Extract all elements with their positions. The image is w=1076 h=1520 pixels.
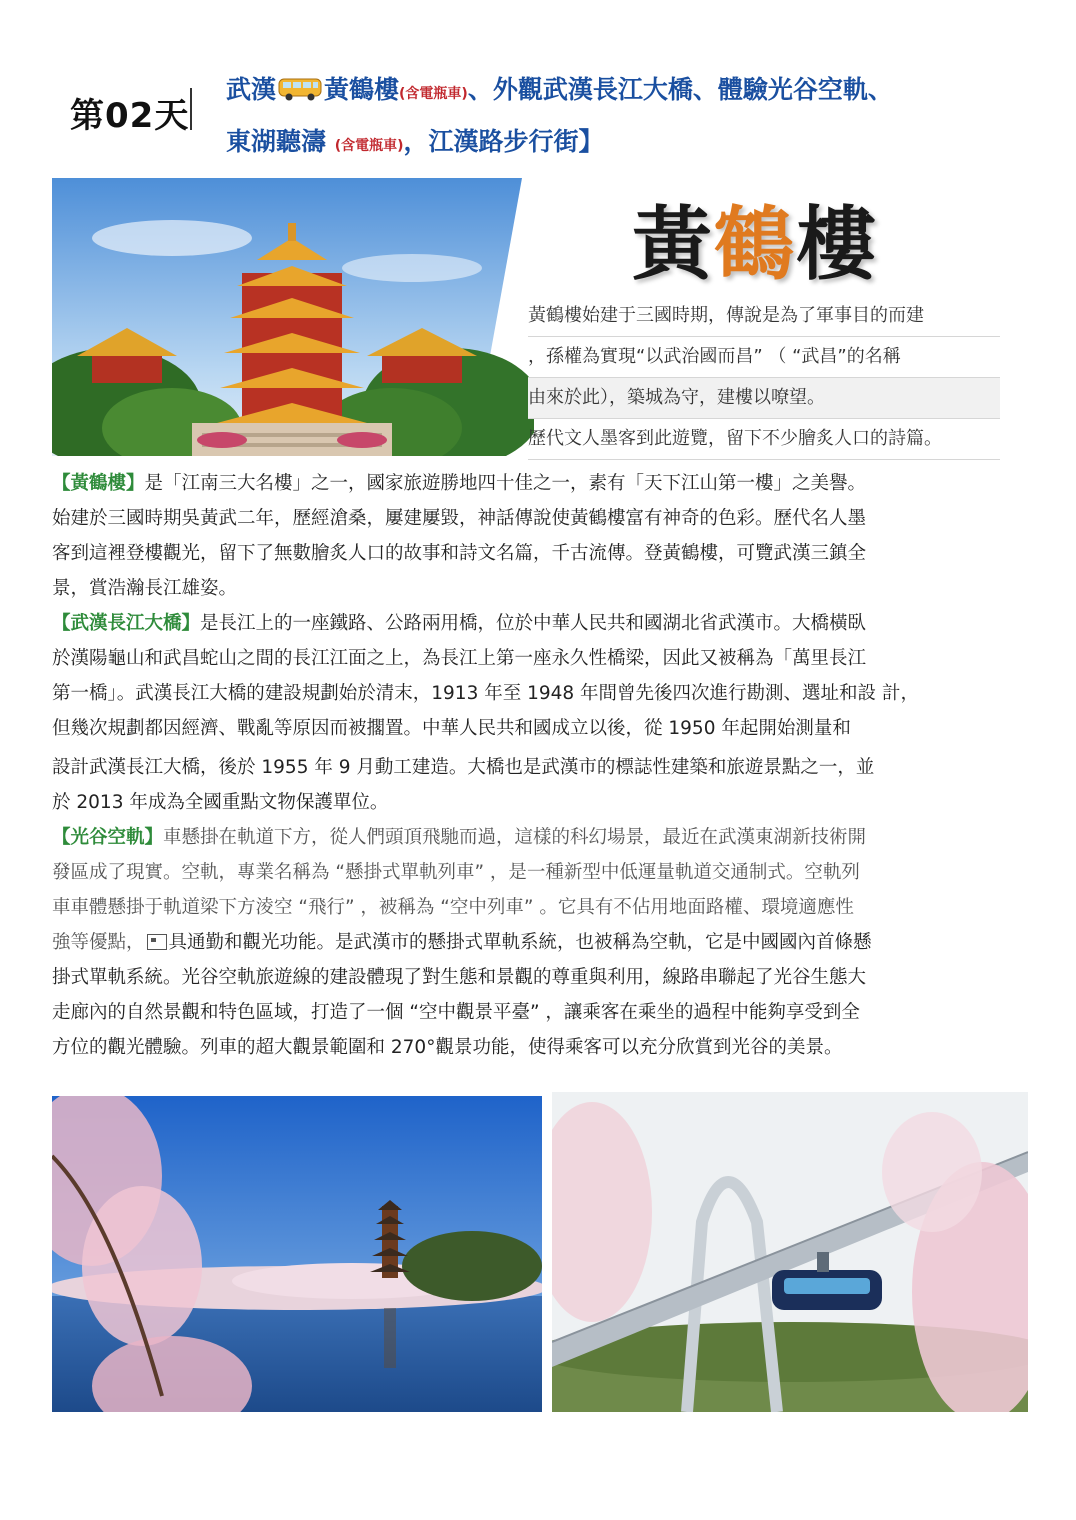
day-label: 第02天	[70, 96, 190, 136]
hero-desc-line: 歷代文人墨客到此遊覽，留下不少膾炙人口的詩篇。	[528, 419, 1000, 460]
monorail-text: 具通勤和觀光功能。是武漢市的懸掛式單軌系統，也被稱為空軌，它是中國國內首條懸	[168, 932, 872, 953]
title-line-1	[226, 66, 1026, 118]
hero-title	[632, 180, 878, 295]
hero-title-char-2: 鶴	[714, 197, 796, 291]
paragraph-line: 始建於三國時期吳黃武二年，歷經滄桑，屢建屢毀，神話傳說使黃鶴樓富有神奇的色彩。歷代名人墨	[52, 508, 867, 529]
paragraph-line	[52, 820, 1032, 855]
hero-title-char-1: 黃	[632, 197, 714, 291]
monorail-text: 車懸掛在軌道下方，從人們頭頂飛馳而過，這樣的科幻場景，最近在武漢東湖新技術開	[163, 827, 867, 848]
hero-desc-line: 黃鶴樓始建于三國時期，傳說是為了軍事目的而建	[528, 296, 1000, 337]
paragraph-line: 車車體懸掛于軌道梁下方淩空 “飛行” ，被稱為 “空中列車” 。它具有不佔用地面路權、環境適應性	[52, 897, 854, 918]
paragraph-line: 於漢陽龜山和武昌蛇山之間的長江江面之上，為長江上第一座永久性橋梁，因此又被稱為「萬里長江	[52, 648, 867, 669]
title-rest-1: 、外觀武漢長江大橋、體驗光谷空軌、	[467, 75, 893, 104]
title-yellow-crane: 黃鶴樓	[324, 75, 400, 104]
day-divider	[190, 88, 192, 130]
article-body	[52, 466, 1032, 1065]
hero-desc-line: 由來於此），築城為守，建樓以嘹望。	[528, 378, 1000, 419]
paragraph-line: 走廊內的自然景觀和特色區域，打造了一個 “空中觀景平臺” ，讓乘客在乘坐的過程中能夠享受到全	[52, 1002, 860, 1023]
title-note-2: (含電瓶車)	[334, 138, 404, 154]
section-tag-bridge: 【武漢長江大橋】	[52, 613, 201, 634]
hero-title-char-3: 樓	[796, 197, 878, 291]
section-tag-yellow-crane: 【黃鶴樓】	[52, 473, 145, 494]
east-lake-pagoda-photo	[52, 1096, 542, 1412]
title-note-1: (含電瓶車)	[399, 86, 468, 102]
hero-description	[528, 296, 1000, 460]
title-wuhan: 武漢	[226, 75, 277, 104]
paragraph-line: 設計武漢長江大橋，後於 1955 年 9 月動工建造。大橋也是武漢市的標誌性建築和旅遊景點之一，並	[52, 757, 875, 778]
section-tag-monorail: 【光谷空軌】	[52, 827, 164, 848]
paragraph-line	[52, 466, 1032, 501]
itinerary-title	[226, 66, 1026, 170]
paragraph-line: 發區成了現實。空軌，專業名稱為 “懸掛式單軌列車” ，是一種新型中低運量軌道交通制式。空軌列	[52, 862, 860, 883]
paragraph-line	[52, 606, 1032, 641]
title-east-lake: 東湖聽濤	[226, 127, 335, 156]
paragraph-line: 於 2013 年成為全國重點文物保護單位。	[52, 792, 389, 813]
yellow-crane-tower-photo	[52, 178, 534, 456]
picture-icon	[147, 934, 167, 950]
paragraph-line: 第一橋」。武漢長江大橋的建設規劃始於清末，1913 年至 1948 年間曾先後四次進行勘測、選址和設 計，	[52, 683, 919, 704]
paragraph-line: 方位的觀光體驗。列車的超大觀景範圍和 270°觀景功能，使得乘客可以充分欣賞到光谷的美景。	[52, 1037, 843, 1058]
bridge-text: 是長江上的一座鐵路、公路兩用橋，位於中華人民共和國湖北省武漢市。大橋橫臥	[200, 613, 867, 634]
title-line-2	[226, 118, 1026, 170]
paragraph-line: 景，賞浩瀚長江雄姿。	[52, 578, 238, 599]
bus-icon	[278, 77, 322, 101]
hero-desc-line: ，孫權為實現“以武治國而昌” （ “武昌”的名稱	[528, 337, 1000, 378]
paragraph-line	[52, 925, 1032, 960]
paragraph-line: 掛式單軌系統。光谷空軌旅遊線的建設體現了對生態和景觀的尊重與利用，線路串聯起了光谷生態大	[52, 967, 867, 988]
paragraph-line: 但幾次規劃都因經濟、戰亂等原因而被擱置。中華人民共和國成立以後，從 1950 年起開始測量和	[52, 718, 851, 739]
paragraph-line: 客到這裡登樓觀光，留下了無數膾炙人口的故事和詩文名篇，千古流傳。登黃鶴樓，可覽武漢三鎮全	[52, 543, 867, 564]
monorail-text: 強等優點，	[52, 932, 145, 953]
monorail-photo	[552, 1092, 1028, 1412]
yellow-crane-text: 是「江南三大名樓」之一，國家旅遊勝地四十佳之一，素有「天下江山第一樓」之美譽。	[144, 473, 867, 494]
title-rest-2: ，江漢路步行街】	[403, 127, 604, 156]
